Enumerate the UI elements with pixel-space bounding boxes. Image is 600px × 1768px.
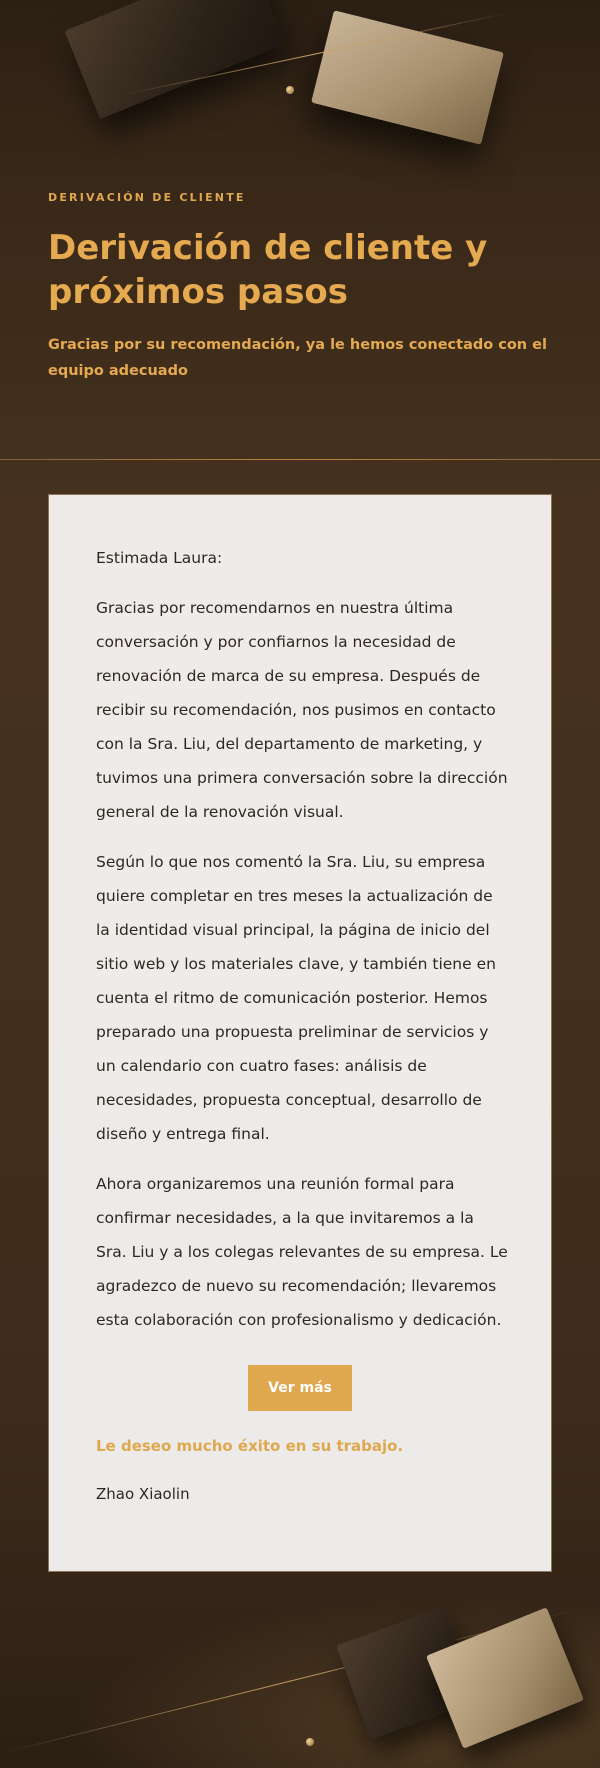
letter-paragraph-3: Ahora organizaremos una reunión formal para confirmar necesidades, a la que invitaremos a la Sra. Liu y a los colegas relevantes de su empresa. Le agradezco de nuevo su recomendación; llevaremos esta colaboración con profesionalismo y dedicación. [96,1175,508,1329]
page-subtitle: Gracias por su recomendación, ya le hemos conectado con el equipo adecuado [48,337,547,379]
eyebrow-label: DERIVACIÓN DE CLIENTE [48,191,246,204]
gold-bead-decoration [286,86,294,94]
page-title: Derivación de cliente y próximos pasos [48,228,488,312]
letter-signature: Zhao Xiaolin [96,1485,190,1503]
letter-paragraph-2: Según lo que nos comentó la Sra. Liu, su empresa quiere completar en tres meses la actualización de la identidad visual principal, la página de inicio del sitio web y los materiales clave, y también tiene en cuenta el ritmo de comunicación posterior. Hemos preparado una propuesta preliminar de servicios y un calendario con cuatro fases: análisis de necesidades, propuesta conceptual, desarrollo de diseño y entrega final. [96,853,496,1143]
cta-container [49,1365,551,1411]
letter-closing: Le deseo mucho éxito en su trabajo. [96,1437,404,1455]
hero-decorative-image [0,0,600,190]
letter-paragraph-1: Gracias por recomendarnos en nuestra última conversación y por confiarnos la necesidad de renovación de marca de su empresa. Después de recibir su recomendación, nos pusimos en contacto con la Sra. Liu, del departamento de marketing, y tuvimos una primera conversación sobre la dirección general de la renovación visual. [96,599,508,821]
footer-decorative-image [0,1568,600,1768]
business-card-light [311,10,504,145]
letter-card [48,494,552,1572]
letter-greeting: Estimada Laura: [96,549,223,567]
see-more-button[interactable]: Ver más [248,1365,352,1411]
header-divider [0,459,600,460]
footer-gold-bead [306,1738,314,1746]
letter-body [96,541,508,1353]
business-card-dark [64,0,285,119]
